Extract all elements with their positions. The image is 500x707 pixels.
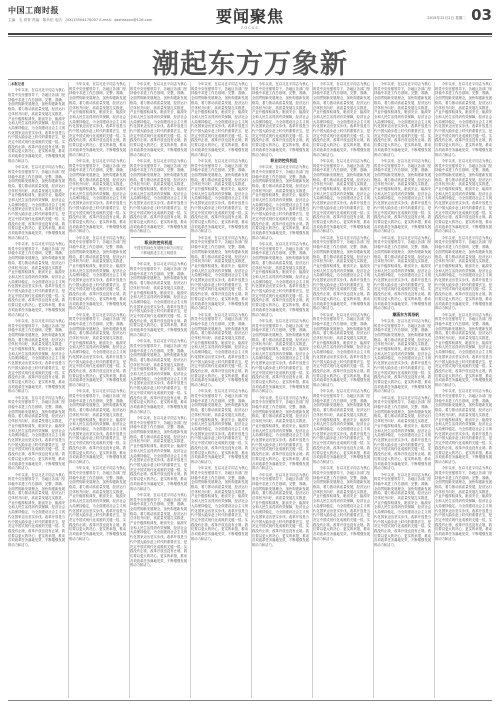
article-paragraph: 今年以来，在以习近平同志为核心的党中央坚强领导下，各地区各部门坚持稳中求进工作总基调，完整、准确、全面贯彻新发展理念，加快构建新发展格局，着力推动高质量发展，经济运行总体回升向好，高质量发展扎实推进，产业升级厚积薄发，粮食安全、能源安全和人民生活得到有效保障，经济社会大局保持稳定，为全面建设社会主义现代化国家迈出坚实步伐。改革开放是当代中国大踏步赶上时代的重要法宝，是决定中国式现代化成败的关键一招。实践没有止境，改革开放也没有止境。我们要以更大的决心、更实的举措，推动各项改革任务落地见效，不断增强发展的动力和活力。 [191,389,248,464]
article-paragraph: 今年以来，在以习近平同志为核心的党中央坚强领导下，各地区各部门坚持稳中求进工作总基调，完整、准确、全面贯彻新发展理念，加快构建新发展格局，着力推动高质量发展，经济运行总体回升向好，高质量发展扎实推进，产业升级厚积薄发，粮食安全、能源安全和人民生活得到有效保障，经济社会大局保持稳定，为全面建设社会主义现代化国家迈出坚实步伐。改革开放是当代中国大踏步赶上时代的重要法宝，是决定中国式现代化成败的关键一招。实践没有止境，改革开放也没有止境。我们要以更大的决心、更实的举措，推动各项改革任务落地见效，不断增强发展的动力和活力。 [252,165,309,240]
article-paragraph: 今年以来，在以习近平同志为核心的党中央坚强领导下，各地区各部门坚持稳中求进工作总基调，完整、准确、全面贯彻新发展理念，加快构建新发展格局，着力推动高质量发展，经济运行总体回升向好，高质量发展扎实推进，产业升级厚积薄发，粮食安全、能源安全和人民生活得到有效保障，经济社会大局保持稳定，为全面建设社会主义现代化国家迈出坚实步伐。改革开放是当代中国大踏步赶上时代的重要法宝，是决定中国式现代化成败的关键一招。实践没有止境，改革开放也没有止境。我们要以更大的决心、更实的举措，推动各项改革任务落地见效，不断增强发展的动力和活力。 [69,82,126,157]
article-paragraph: 今年以来，在以习近平同志为核心的党中央坚强领导下，各地区各部门坚持稳中求进工作总基调，完整、准确、全面贯彻新发展理念，加快构建新发展格局，着力推动高质量发展，经济运行总体回升向好，高质量发展扎实推进，产业升级厚积薄发，粮食安全、能源安全和人民生活得到有效保障，经济社会大局保持稳定，为全面建设社会主义现代化国家迈出坚实步伐。改革开放是当代中国大踏步赶上时代的重要法宝，是决定中国式现代化成败的关键一招。实践没有止境，改革开放也没有止境。我们要以更大的决心、更实的举措，推动各项改革任务落地见效，不断增强发展的动力和活力。 [69,312,126,388]
article-paragraph: 今年以来，在以习近平同志为核心的党中央坚强领导下，各地区各部门坚持稳中求进工作总基调，完整、准确、全面贯彻新发展理念，加快构建新发展格局，着力推动高质量发展，经济运行总体回升向好，高质量发展扎实推进，产业升级厚积薄发，粮食安全、能源安全和人民生活得到有效保障，经济社会大局保持稳定，为全面建设社会主义现代化国家迈出坚实步伐。改革开放是当代中国大踏步赶上时代的重要法宝，是决定中国式现代化成败的关键一招。实践没有止境，改革开放也没有止境。我们要以更大的决心、更实的举措，推动各项改革任务落地见效，不断增强发展的动力和活力。 [435,158,492,234]
article-paragraph: 今年以来，在以习近平同志为核心的党中央坚强领导下，各地区各部门坚持稳中求进工作总基调，完整、准确、全面贯彻新发展理念，加快构建新发展格局，着力推动高质量发展，经济运行总体回升向好，高质量发展扎实推进，产业升级厚积薄发，粮食安全、能源安全和人民生活得到有效保障，经济社会大局保持稳定，为全面建设社会主义现代化国家迈出坚实步伐。改革开放是当代中国大踏步赶上时代的重要法宝，是决定中国式现代化成败的关键一招。实践没有止境，改革开放也没有止境。我们要以更大的决心、更实的举措，推动各项改革任务落地见效，不断增强发展的动力和活力。 [252,472,309,548]
masthead-rule-thin [8,36,492,37]
article-body [8,82,492,698]
article-paragraph: 今年以来，在以习近平同志为核心的党中央坚强领导下，各地区各部门坚持稳中求进工作总基调，完整、准确、全面贯彻新发展理念，加快构建新发展格局，着力推动高质量发展，经济运行总体回升向好，高质量发展扎实推进，产业升级厚积薄发，粮食安全、能源安全和人民生活得到有效保障，经济社会大局保持稳定，为全面建设社会主义现代化国家迈出坚实步伐。改革开放是当代中国大踏步赶上时代的重要法宝，是决定中国式现代化成败的关键一招。实践没有止境，改革开放也没有止境。我们要以更大的决心、更实的举措，推动各项改革任务落地见效，不断增强发展的动力和活力。 [8,88,65,163]
article-column [191,82,248,698]
headline-rule [8,79,492,80]
article-paragraph: 今年以来，在以习近平同志为核心的党中央坚强领导下，各地区各部门坚持稳中求进工作总基调，完整、准确、全面贯彻新发展理念，加快构建新发展格局，着力推动高质量发展，经济运行总体回升向好，高质量发展扎实推进，产业升级厚积薄发，粮食安全、能源安全和人民生活得到有效保障，经济社会大局保持稳定，为全面建设社会主义现代化国家迈出坚实步伐。改革开放是当代中国大踏步赶上时代的重要法宝，是决定中国式现代化成败的关键一招。实践没有止境，改革开放也没有止境。我们要以更大的决心、更实的举措，推动各项改革任务落地见效，不断增强发展的动力和活力。 [374,82,431,157]
editor-info: 主编：毛 青青 责编：陈肖依 电话：(VX)15504170007 E-mail：gsshbsxxx@126.com [8,18,153,22]
pull-quote-text: 中国坚持绿色发展理念和方向坚定不移地推进生态文明建设 [133,246,184,255]
article-subhead: 潮涌东方再扬帆 [392,311,420,317]
article-paragraph: 今年以来，在以习近平同志为核心的党中央坚强领导下，各地区各部门坚持稳中求进工作总基调，完整、准确、全面贯彻新发展理念，加快构建新发展格局，着力推动高质量发展，经济运行总体回升向好，高质量发展扎实推进，产业升级厚积薄发，粮食安全、能源安全和人民生活得到有效保障，经济社会大局保持稳定，为全面建设社会主义现代化国家迈出坚实步伐。改革开放是当代中国大踏步赶上时代的重要法宝，是决定中国式现代化成败的关键一招。实践没有止境，改革开放也没有止境。我们要以更大的决心、更实的举措，推动各项改革任务落地见效，不断增强发展的动力和活力。 [435,312,492,388]
article-paragraph: 今年以来，在以习近平同志为核心的党中央坚强领导下，各地区各部门坚持稳中求进工作总基调，完整、准确、全面贯彻新发展理念，加快构建新发展格局，着力推动高质量发展，经济运行总体回升向好，高质量发展扎实推进，产业升级厚积薄发，粮食安全、能源安全和人民生活得到有效保障，经济社会大局保持稳定，为全面建设社会主义现代化国家迈出坚实步伐。改革开放是当代中国大踏步赶上时代的重要法宝，是决定中国式现代化成败的关键一招。实践没有止境，改革开放也没有止境。我们要以更大的决心、更实的举措，推动各项改革任务落地见效，不断增强发展的动力和活力。 [191,312,248,388]
masthead-rule [8,33,492,35]
article-paragraph: 今年以来，在以习近平同志为核心的党中央坚强领导下，各地区各部门坚持稳中求进工作总基调，完整、准确、全面贯彻新发展理念，加快构建新发展格局，着力推动高质量发展，经济运行总体回升向好，高质量发展扎实推进，产业升级厚积薄发，粮食安全、能源安全和人民生活得到有效保障，经济社会大局保持稳定，为全面建设社会主义现代化国家迈出坚实步伐。改革开放是当代中国大踏步赶上时代的重要法宝，是决定中国式现代化成败的关键一招。实践没有止境，改革开放也没有止境。我们要以更大的决心、更实的举措，推动各项改革任务落地见效，不断增强发展的动力和活力。 [252,318,309,394]
article-paragraph: 今年以来，在以习近平同志为核心的党中央坚强领导下，各地区各部门坚持稳中求进工作总基调，完整、准确、全面贯彻新发展理念，加快构建新发展格局，着力推动高质量发展，经济运行总体回升向好，高质量发展扎实推进，产业升级厚积薄发，粮食安全、能源安全和人民生活得到有效保障，经济社会大局保持稳定，为全面建设社会主义现代化国家迈出坚实步伐。改革开放是当代中国大踏步赶上时代的重要法宝，是决定中国式现代化成败的关键一招。实践没有止境，改革开放也没有止境。我们要以更大的决心、更实的举措，推动各项改革任务落地见效，不断增强发展的动力和活力。 [435,389,492,464]
article-column [435,82,492,698]
article-paragraph: 今年以来，在以习近平同志为核心的党中央坚强领导下，各地区各部门坚持稳中求进工作总基调，完整、准确、全面贯彻新发展理念，加快构建新发展格局，着力推动高质量发展，经济运行总体回升向好，高质量发展扎实推进，产业升级厚积薄发，粮食安全、能源安全和人民生活得到有效保障，经济社会大局保持稳定，为全面建设社会主义现代化国家迈出坚实步伐。改革开放是当代中国大踏步赶上时代的重要法宝，是决定中国式现代化成败的关键一招。实践没有止境，改革开放也没有止境。我们要以更大的决心、更实的举措，推动各项改革任务落地见效，不断增强发展的动力和活力。 [130,262,187,337]
article-paragraph: 今年以来，在以习近平同志为核心的党中央坚强领导下，各地区各部门坚持稳中求进工作总基调，完整、准确、全面贯彻新发展理念，加快构建新发展格局，着力推动高质量发展，经济运行总体回升向好，高质量发展扎实推进，产业升级厚积薄发，粮食安全、能源安全和人民生活得到有效保障，经济社会大局保持稳定，为全面建设社会主义现代化国家迈出坚实步伐。改革开放是当代中国大踏步赶上时代的重要法宝，是决定中国式现代化成败的关键一招。实践没有止境，改革开放也没有止境。我们要以更大的决心、更实的举措，推动各项改革任务落地见效，不断增强发展的动力和活力。 [374,235,431,311]
section-subtitle: FOCUS [241,26,259,30]
footer-rule [8,700,492,701]
article-paragraph: 今年以来，在以习近平同志为核心的党中央坚强领导下，各地区各部门坚持稳中求进工作总基调，完整、准确、全面贯彻新发展理念，加快构建新发展格局，着力推动高质量发展，经济运行总体回升向好，高质量发展扎实推进，产业升级厚积薄发，粮食安全、能源安全和人民生活得到有效保障，经济社会大局保持稳定，为全面建设社会主义现代化国家迈出坚实步伐。改革开放是当代中国大踏步赶上时代的重要法宝，是决定中国式现代化成败的关键一招。实践没有止境，改革开放也没有止境。我们要以更大的决心、更实的举措，推动各项改革任务落地见效，不断增强发展的动力和活力。 [8,165,65,240]
article-paragraph: 今年以来，在以习近平同志为核心的党中央坚强领导下，各地区各部门坚持稳中求进工作总基调，完整、准确、全面贯彻新发展理念，加快构建新发展格局，着力推动高质量发展，经济运行总体回升向好，高质量发展扎实推进，产业升级厚积薄发，粮食安全、能源安全和人民生活得到有效保障，经济社会大局保持稳定，为全面建设社会主义现代化国家迈出坚实步伐。改革开放是当代中国大踏步赶上时代的重要法宝，是决定中国式现代化成败的关键一招。实践没有止境，改革开放也没有止境。我们要以更大的决心、更实的举措，推动各项改革任务落地见效，不断增强发展的动力和活力。 [69,389,126,464]
article-paragraph: 今年以来，在以习近平同志为核心的党中央坚强领导下，各地区各部门坚持稳中求进工作总基调，完整、准确、全面贯彻新发展理念，加快构建新发展格局，着力推动高质量发展，经济运行总体回升向好，高质量发展扎实推进，产业升级厚积薄发，粮食安全、能源安全和人民生活得到有效保障，经济社会大局保持稳定，为全面建设社会主义现代化国家迈出坚实步伐。改革开放是当代中国大踏步赶上时代的重要法宝，是决定中国式现代化成败的关键一招。实践没有止境，改革开放也没有止境。我们要以更大的决心、更实的举措，推动各项改革任务落地见效，不断增强发展的动力和活力。 [374,472,431,548]
article-paragraph: 今年以来，在以习近平同志为核心的党中央坚强领导下，各地区各部门坚持稳中求进工作总基调，完整、准确、全面贯彻新发展理念，加快构建新发展格局，着力推动高质量发展，经济运行总体回升向好，高质量发展扎实推进，产业升级厚积薄发，粮食安全、能源安全和人民生活得到有效保障，经济社会大局保持稳定，为全面建设社会主义现代化国家迈出坚实步伐。改革开放是当代中国大踏步赶上时代的重要法宝，是决定中国式现代化成败的关键一招。实践没有止境，改革开放也没有止境。我们要以更大的决心、更实的举措，推动各项改革任务落地见效，不断增强发展的动力和活力。 [435,466,492,541]
section-title: 要闻聚焦 [215,7,284,26]
article-paragraph: 今年以来，在以习近平同志为核心的党中央坚强领导下，各地区各部门坚持稳中求进工作总基调，完整、准确、全面贯彻新发展理念，加快构建新发展格局，着力推动高质量发展，经济运行总体回升向好，高质量发展扎实推进，产业升级厚积薄发，粮食安全、能源安全和人民生活得到有效保障，经济社会大局保持稳定，为全面建设社会主义现代化国家迈出坚实步伐。改革开放是当代中国大踏步赶上时代的重要法宝，是决定中国式现代化成败的关键一招。实践没有止境，改革开放也没有止境。我们要以更大的决心、更实的举措，推动各项改革任务落地见效，不断增强发展的动力和活力。 [191,82,248,157]
article-paragraph: 今年以来，在以习近平同志为核心的党中央坚强领导下，各地区各部门坚持稳中求进工作总基调，完整、准确、全面贯彻新发展理念，加快构建新发展格局，着力推动高质量发展，经济运行总体回升向好，高质量发展扎实推进，产业升级厚积薄发，粮食安全、能源安全和人民生活得到有效保障，经济社会大局保持稳定，为全面建设社会主义现代化国家迈出坚实步伐。改革开放是当代中国大踏步赶上时代的重要法宝，是决定中国式现代化成败的关键一招。实践没有止境，改革开放也没有止境。我们要以更大的决心、更实的举措，推动各项改革任务落地见效，不断增强发展的动力和活力。 [130,82,187,157]
article-headline: 潮起东方万象新 [152,49,348,80]
article-paragraph: 今年以来，在以习近平同志为核心的党中央坚强领导下，各地区各部门坚持稳中求进工作总基调，完整、准确、全面贯彻新发展理念，加快构建新发展格局，着力推动高质量发展，经济运行总体回升向好，高质量发展扎实推进，产业升级厚积薄发，粮食安全、能源安全和人民生活得到有效保障，经济社会大局保持稳定，为全面建设社会主义现代化国家迈出坚实步伐。改革开放是当代中国大踏步赶上时代的重要法宝，是决定中国式现代化成败的关键一招。实践没有止境，改革开放也没有止境。我们要以更大的决心、更实的举措，推动各项改革任务落地见效，不断增强发展的动力和活力。 [8,241,65,317]
article-paragraph: 今年以来，在以习近平同志为核心的党中央坚强领导下，各地区各部门坚持稳中求进工作总基调，完整、准确、全面贯彻新发展理念，加快构建新发展格局，着力推动高质量发展，经济运行总体回升向好，高质量发展扎实推进，产业升级厚积薄发，粮食安全、能源安全和人民生活得到有效保障，经济社会大局保持稳定，为全面建设社会主义现代化国家迈出坚实步伐。改革开放是当代中国大踏步赶上时代的重要法宝，是决定中国式现代化成败的关键一招。实践没有止境，改革开放也没有止境。我们要以更大的决心、更实的举措，推动各项改革任务落地见效，不断增强发展的动力和活力。 [191,235,248,311]
article-paragraph: 今年以来，在以习近平同志为核心的党中央坚强领导下，各地区各部门坚持稳中求进工作总基调，完整、准确、全面贯彻新发展理念，加快构建新发展格局，着力推动高质量发展，经济运行总体回升向好，高质量发展扎实推进，产业升级厚积薄发，粮食安全、能源安全和人民生活得到有效保障，经济社会大局保持稳定，为全面建设社会主义现代化国家迈出坚实步伐。改革开放是当代中国大踏步赶上时代的重要法宝，是决定中国式现代化成败的关键一招。实践没有止境，改革开放也没有止境。我们要以更大的决心、更实的举措，推动各项改革任务落地见效，不断增强发展的动力和活力。 [69,466,126,541]
issue-date: 2015年12月1日 星期二 [427,16,466,20]
masthead [0,0,500,40]
article-column [130,82,187,698]
paper-name: 中国工商时报 [8,6,59,15]
article-paragraph: 今年以来，在以习近平同志为核心的党中央坚强领导下，各地区各部门坚持稳中求进工作总基调，完整、准确、全面贯彻新发展理念，加快构建新发展格局，着力推动高质量发展，经济运行总体回升向好，高质量发展扎实推进，产业升级厚积薄发，粮食安全、能源安全和人民生活得到有效保障，经济社会大局保持稳定，为全面建设社会主义现代化国家迈出坚实步伐。改革开放是当代中国大踏步赶上时代的重要法宝，是决定中国式现代化成败的关键一招。实践没有止境，改革开放也没有止境。我们要以更大的决心、更实的举措，推动各项改革任务落地见效，不断增强发展的动力和活力。 [313,235,370,311]
article-column [69,82,126,698]
page-number: 03 [471,6,492,24]
article-paragraph: 今年以来，在以习近平同志为核心的党中央坚强领导下，各地区各部门坚持稳中求进工作总基调，完整、准确、全面贯彻新发展理念，加快构建新发展格局，着力推动高质量发展，经济运行总体回升向好，高质量发展扎实推进，产业升级厚积薄发，粮食安全、能源安全和人民生活得到有效保障，经济社会大局保持稳定，为全面建设社会主义现代化国家迈出坚实步伐。改革开放是当代中国大踏步赶上时代的重要法宝，是决定中国式现代化成败的关键一招。实践没有止境，改革开放也没有止境。我们要以更大的决心、更实的举措，推动各项改革任务落地见效，不断增强发展的动力和活力。 [69,158,126,234]
article-paragraph: 今年以来，在以习近平同志为核心的党中央坚强领导下，各地区各部门坚持稳中求进工作总基调，完整、准确、全面贯彻新发展理念，加快构建新发展格局，着力推动高质量发展，经济运行总体回升向好，高质量发展扎实推进，产业升级厚积薄发，粮食安全、能源安全和人民生活得到有效保障，经济社会大局保持稳定，为全面建设社会主义现代化国家迈出坚实步伐。改革开放是当代中国大踏步赶上时代的重要法宝，是决定中国式现代化成败的关键一招。实践没有止境，改革开放也没有止境。我们要以更大的决心、更实的举措，推动各项改革任务落地见效，不断增强发展的动力和活力。 [252,241,309,317]
article-paragraph: 今年以来，在以习近平同志为核心的党中央坚强领导下，各地区各部门坚持稳中求进工作总基调，完整、准确、全面贯彻新发展理念，加快构建新发展格局，着力推动高质量发展，经济运行总体回升向好，高质量发展扎实推进，产业升级厚积薄发，粮食安全、能源安全和人民生活得到有效保障，经济社会大局保持稳定，为全面建设社会主义现代化国家迈出坚实步伐。改革开放是当代中国大踏步赶上时代的重要法宝，是决定中国式现代化成败的关键一招。实践没有止境，改革开放也没有止境。我们要以更大的决心、更实的举措，推动各项改革任务落地见效，不断增强发展的动力和活力。 [313,466,370,541]
article-paragraph: 今年以来，在以习近平同志为核心的党中央坚强领导下，各地区各部门坚持稳中求进工作总基调，完整、准确、全面贯彻新发展理念，加快构建新发展格局，着力推动高质量发展，经济运行总体回升向好，高质量发展扎实推进，产业升级厚积薄发，粮食安全、能源安全和人民生活得到有效保障，经济社会大局保持稳定，为全面建设社会主义现代化国家迈出坚实步伐。改革开放是当代中国大踏步赶上时代的重要法宝，是决定中国式现代化成败的关键一招。实践没有止境，改革开放也没有止境。我们要以更大的决心、更实的举措，推动各项改革任务落地见效，不断增强发展的动力和活力。 [313,312,370,388]
pull-quote-title: 职业防控有机组 [144,240,173,246]
article-paragraph: 今年以来，在以习近平同志为核心的党中央坚强领导下，各地区各部门坚持稳中求进工作总基调，完整、准确、全面贯彻新发展理念，加快构建新发展格局，着力推动高质量发展，经济运行总体回升向好，高质量发展扎实推进，产业升级厚积薄发，粮食安全、能源安全和人民生活得到有效保障，经济社会大局保持稳定，为全面建设社会主义现代化国家迈出坚实步伐。改革开放是当代中国大踏步赶上时代的重要法宝，是决定中国式现代化成败的关键一招。实践没有止境，改革开放也没有止境。我们要以更大的决心、更实的举措，推动各项改革任务落地见效，不断增强发展的动力和活力。 [191,466,248,541]
article-paragraph: 今年以来，在以习近平同志为核心的党中央坚强领导下，各地区各部门坚持稳中求进工作总基调，完整、准确、全面贯彻新发展理念，加快构建新发展格局，着力推动高质量发展，经济运行总体回升向好，高质量发展扎实推进，产业升级厚积薄发，粮食安全、能源安全和人民生活得到有效保障，经济社会大局保持稳定，为全面建设社会主义现代化国家迈出坚实步伐。改革开放是当代中国大踏步赶上时代的重要法宝，是决定中国式现代化成败的关键一招。实践没有止境，改革开放也没有止境。我们要以更大的决心、更实的举措，推动各项改革任务落地见效，不断增强发展的动力和活力。 [313,158,370,234]
article-paragraph: 今年以来，在以习近平同志为核心的党中央坚强领导下，各地区各部门坚持稳中求进工作总基调，完整、准确、全面贯彻新发展理念，加快构建新发展格局，着力推动高质量发展，经济运行总体回升向好，高质量发展扎实推进，产业升级厚积薄发，粮食安全、能源安全和人民生活得到有效保障，经济社会大局保持稳定，为全面建设社会主义现代化国家迈出坚实步伐。改革开放是当代中国大踏步赶上时代的重要法宝，是决定中国式现代化成败的关键一招。实践没有止境，改革开放也没有止境。我们要以更大的决心、更实的举措，推动各项改革任务落地见效，不断增强发展的动力和活力。 [130,492,187,568]
article-paragraph: 今年以来，在以习近平同志为核心的党中央坚强领导下，各地区各部门坚持稳中求进工作总基调，完整、准确、全面贯彻新发展理念，加快构建新发展格局，着力推动高质量发展，经济运行总体回升向好，高质量发展扎实推进，产业升级厚积薄发，粮食安全、能源安全和人民生活得到有效保障，经济社会大局保持稳定，为全面建设社会主义现代化国家迈出坚实步伐。改革开放是当代中国大踏步赶上时代的重要法宝，是决定中国式现代化成败的关键一招。实践没有止境，改革开放也没有止境。我们要以更大的决心、更实的举措，推动各项改革任务落地见效，不断增强发展的动力和活力。 [313,389,370,464]
article-paragraph: 今年以来，在以习近平同志为核心的党中央坚强领导下，各地区各部门坚持稳中求进工作总基调，完整、准确、全面贯彻新发展理念，加快构建新发展格局，着力推动高质量发展，经济运行总体回升向好，高质量发展扎实推进，产业升级厚积薄发，粮食安全、能源安全和人民生活得到有效保障，经济社会大局保持稳定，为全面建设社会主义现代化国家迈出坚实步伐。改革开放是当代中国大踏步赶上时代的重要法宝，是决定中国式现代化成败的关键一招。实践没有止境，改革开放也没有止境。我们要以更大的决心、更实的举措，推动各项改革任务落地见效，不断增强发展的动力和活力。 [252,82,309,157]
pull-quote [131,237,186,258]
article-subhead: 职业防控有机组 [270,157,298,163]
article-paragraph: 今年以来，在以习近平同志为核心的党中央坚强领导下，各地区各部门坚持稳中求进工作总基调，完整、准确、全面贯彻新发展理念，加快构建新发展格局，着力推动高质量发展，经济运行总体回升向好，高质量发展扎实推进，产业升级厚积薄发，粮食安全、能源安全和人民生活得到有效保障，经济社会大局保持稳定，为全面建设社会主义现代化国家迈出坚实步伐。改革开放是当代中国大踏步赶上时代的重要法宝，是决定中国式现代化成败的关键一招。实践没有止境，改革开放也没有止境。我们要以更大的决心、更实的举措，推动各项改革任务落地见效，不断增强发展的动力和活力。 [374,318,431,394]
article-paragraph: 今年以来，在以习近平同志为核心的党中央坚强领导下，各地区各部门坚持稳中求进工作总基调，完整、准确、全面贯彻新发展理念，加快构建新发展格局，着力推动高质量发展，经济运行总体回升向好，高质量发展扎实推进，产业升级厚积薄发，粮食安全、能源安全和人民生活得到有效保障，经济社会大局保持稳定，为全面建设社会主义现代化国家迈出坚实步伐。改革开放是当代中国大踏步赶上时代的重要法宝，是决定中国式现代化成败的关键一招。实践没有止境，改革开放也没有止境。我们要以更大的决心、更实的举措，推动各项改革任务落地见效，不断增强发展的动力和活力。 [8,472,65,548]
article-paragraph: 今年以来，在以习近平同志为核心的党中央坚强领导下，各地区各部门坚持稳中求进工作总基调，完整、准确、全面贯彻新发展理念，加快构建新发展格局，着力推动高质量发展，经济运行总体回升向好，高质量发展扎实推进，产业升级厚积薄发，粮食安全、能源安全和人民生活得到有效保障，经济社会大局保持稳定，为全面建设社会主义现代化国家迈出坚实步伐。改革开放是当代中国大踏步赶上时代的重要法宝，是决定中国式现代化成败的关键一招。实践没有止境，改革开放也没有止境。我们要以更大的决心、更实的举措，推动各项改革任务落地见效，不断增强发展的动力和活力。 [130,158,187,234]
article-paragraph: 今年以来，在以习近平同志为核心的党中央坚强领导下，各地区各部门坚持稳中求进工作总基调，完整、准确、全面贯彻新发展理念，加快构建新发展格局，着力推动高质量发展，经济运行总体回升向好，高质量发展扎实推进，产业升级厚积薄发，粮食安全、能源安全和人民生活得到有效保障，经济社会大局保持稳定，为全面建设社会主义现代化国家迈出坚实步伐。改革开放是当代中国大踏步赶上时代的重要法宝，是决定中国式现代化成败的关键一招。实践没有止境，改革开放也没有止境。我们要以更大的决心、更实的举措，推动各项改革任务落地见效，不断增强发展的动力和活力。 [252,395,309,471]
article-paragraph: 今年以来，在以习近平同志为核心的党中央坚强领导下，各地区各部门坚持稳中求进工作总基调，完整、准确、全面贯彻新发展理念，加快构建新发展格局，着力推动高质量发展，经济运行总体回升向好，高质量发展扎实推进，产业升级厚积薄发，粮食安全、能源安全和人民生活得到有效保障，经济社会大局保持稳定，为全面建设社会主义现代化国家迈出坚实步伐。改革开放是当代中国大踏步赶上时代的重要法宝，是决定中国式现代化成败的关键一招。实践没有止境，改革开放也没有止境。我们要以更大的决心、更实的举措，推动各项改革任务落地见效，不断增强发展的动力和活力。 [435,235,492,311]
article-column [374,82,431,698]
article-column [8,82,65,698]
article-paragraph: 今年以来，在以习近平同志为核心的党中央坚强领导下，各地区各部门坚持稳中求进工作总基调，完整、准确、全面贯彻新发展理念，加快构建新发展格局，着力推动高质量发展，经济运行总体回升向好，高质量发展扎实推进，产业升级厚积薄发，粮食安全、能源安全和人民生活得到有效保障，经济社会大局保持稳定，为全面建设社会主义现代化国家迈出坚实步伐。改革开放是当代中国大踏步赶上时代的重要法宝，是决定中国式现代化成败的关键一招。实践没有止境，改革开放也没有止境。我们要以更大的决心、更实的举措，推动各项改革任务落地见效，不断增强发展的动力和活力。 [8,395,65,471]
article-column [252,82,309,698]
article-paragraph: 今年以来，在以习近平同志为核心的党中央坚强领导下，各地区各部门坚持稳中求进工作总基调，完整、准确、全面贯彻新发展理念，加快构建新发展格局，着力推动高质量发展，经济运行总体回升向好，高质量发展扎实推进，产业升级厚积薄发，粮食安全、能源安全和人民生活得到有效保障，经济社会大局保持稳定，为全面建设社会主义现代化国家迈出坚实步伐。改革开放是当代中国大踏步赶上时代的重要法宝，是决定中国式现代化成败的关键一招。实践没有止境，改革开放也没有止境。我们要以更大的决心、更实的举措，推动各项改革任务落地见效，不断增强发展的动力和活力。 [374,395,431,471]
article-column [313,82,370,698]
article-paragraph: 今年以来，在以习近平同志为核心的党中央坚强领导下，各地区各部门坚持稳中求进工作总基调，完整、准确、全面贯彻新发展理念，加快构建新发展格局，着力推动高质量发展，经济运行总体回升向好，高质量发展扎实推进，产业升级厚积薄发，粮食安全、能源安全和人民生活得到有效保障，经济社会大局保持稳定，为全面建设社会主义现代化国家迈出坚实步伐。改革开放是当代中国大踏步赶上时代的重要法宝，是决定中国式现代化成败的关键一招。实践没有止境，改革开放也没有止境。我们要以更大的决心、更实的举措，推动各项改革任务落地见效，不断增强发展的动力和活力。 [8,318,65,394]
article-author: □本报记者 [8,82,25,86]
article-paragraph: 今年以来，在以习近平同志为核心的党中央坚强领导下，各地区各部门坚持稳中求进工作总基调，完整、准确、全面贯彻新发展理念，加快构建新发展格局，着力推动高质量发展，经济运行总体回升向好，高质量发展扎实推进，产业升级厚积薄发，粮食安全、能源安全和人民生活得到有效保障，经济社会大局保持稳定，为全面建设社会主义现代化国家迈出坚实步伐。改革开放是当代中国大踏步赶上时代的重要法宝，是决定中国式现代化成败的关键一招。实践没有止境，改革开放也没有止境。我们要以更大的决心、更实的举措，推动各项改革任务落地见效，不断增强发展的动力和活力。 [130,415,187,491]
article-paragraph: 今年以来，在以习近平同志为核心的党中央坚强领导下，各地区各部门坚持稳中求进工作总基调，完整、准确、全面贯彻新发展理念，加快构建新发展格局，着力推动高质量发展，经济运行总体回升向好，高质量发展扎实推进，产业升级厚积薄发，粮食安全、能源安全和人民生活得到有效保障，经济社会大局保持稳定，为全面建设社会主义现代化国家迈出坚实步伐。改革开放是当代中国大踏步赶上时代的重要法宝，是决定中国式现代化成败的关键一招。实践没有止境，改革开放也没有止境。我们要以更大的决心、更实的举措，推动各项改革任务落地见效，不断增强发展的动力和活力。 [191,158,248,234]
article-paragraph: 今年以来，在以习近平同志为核心的党中央坚强领导下，各地区各部门坚持稳中求进工作总基调，完整、准确、全面贯彻新发展理念，加快构建新发展格局，着力推动高质量发展，经济运行总体回升向好，高质量发展扎实推进，产业升级厚积薄发，粮食安全、能源安全和人民生活得到有效保障，经济社会大局保持稳定，为全面建设社会主义现代化国家迈出坚实步伐。改革开放是当代中国大踏步赶上时代的重要法宝，是决定中国式现代化成败的关键一招。实践没有止境，改革开放也没有止境。我们要以更大的决心、更实的举措，推动各项改革任务落地见效，不断增强发展的动力和活力。 [313,82,370,157]
article-paragraph: 今年以来，在以习近平同志为核心的党中央坚强领导下，各地区各部门坚持稳中求进工作总基调，完整、准确、全面贯彻新发展理念，加快构建新发展格局，着力推动高质量发展，经济运行总体回升向好，高质量发展扎实推进，产业升级厚积薄发，粮食安全、能源安全和人民生活得到有效保障，经济社会大局保持稳定，为全面建设社会主义现代化国家迈出坚实步伐。改革开放是当代中国大踏步赶上时代的重要法宝，是决定中国式现代化成败的关键一招。实践没有止境，改革开放也没有止境。我们要以更大的决心、更实的举措，推动各项改革任务落地见效，不断增强发展的动力和活力。 [374,158,431,234]
article-paragraph: 今年以来，在以习近平同志为核心的党中央坚强领导下，各地区各部门坚持稳中求进工作总基调，完整、准确、全面贯彻新发展理念，加快构建新发展格局，着力推动高质量发展，经济运行总体回升向好，高质量发展扎实推进，产业升级厚积薄发，粮食安全、能源安全和人民生活得到有效保障，经济社会大局保持稳定，为全面建设社会主义现代化国家迈出坚实步伐。改革开放是当代中国大踏步赶上时代的重要法宝，是决定中国式现代化成败的关键一招。实践没有止境，改革开放也没有止境。我们要以更大的决心、更实的举措，推动各项改革任务落地见效，不断增强发展的动力和活力。 [130,339,187,414]
article-paragraph: 今年以来，在以习近平同志为核心的党中央坚强领导下，各地区各部门坚持稳中求进工作总基调，完整、准确、全面贯彻新发展理念，加快构建新发展格局，着力推动高质量发展，经济运行总体回升向好，高质量发展扎实推进，产业升级厚积薄发，粮食安全、能源安全和人民生活得到有效保障，经济社会大局保持稳定，为全面建设社会主义现代化国家迈出坚实步伐。改革开放是当代中国大踏步赶上时代的重要法宝，是决定中国式现代化成败的关键一招。实践没有止境，改革开放也没有止境。我们要以更大的决心、更实的举措，推动各项改革任务落地见效，不断增强发展的动力和活力。 [69,235,126,311]
article-paragraph: 今年以来，在以习近平同志为核心的党中央坚强领导下，各地区各部门坚持稳中求进工作总基调，完整、准确、全面贯彻新发展理念，加快构建新发展格局，着力推动高质量发展，经济运行总体回升向好，高质量发展扎实推进，产业升级厚积薄发，粮食安全、能源安全和人民生活得到有效保障，经济社会大局保持稳定，为全面建设社会主义现代化国家迈出坚实步伐。改革开放是当代中国大踏步赶上时代的重要法宝，是决定中国式现代化成败的关键一招。实践没有止境，改革开放也没有止境。我们要以更大的决心、更实的举措，推动各项改革任务落地见效，不断增强发展的动力和活力。 [435,82,492,157]
